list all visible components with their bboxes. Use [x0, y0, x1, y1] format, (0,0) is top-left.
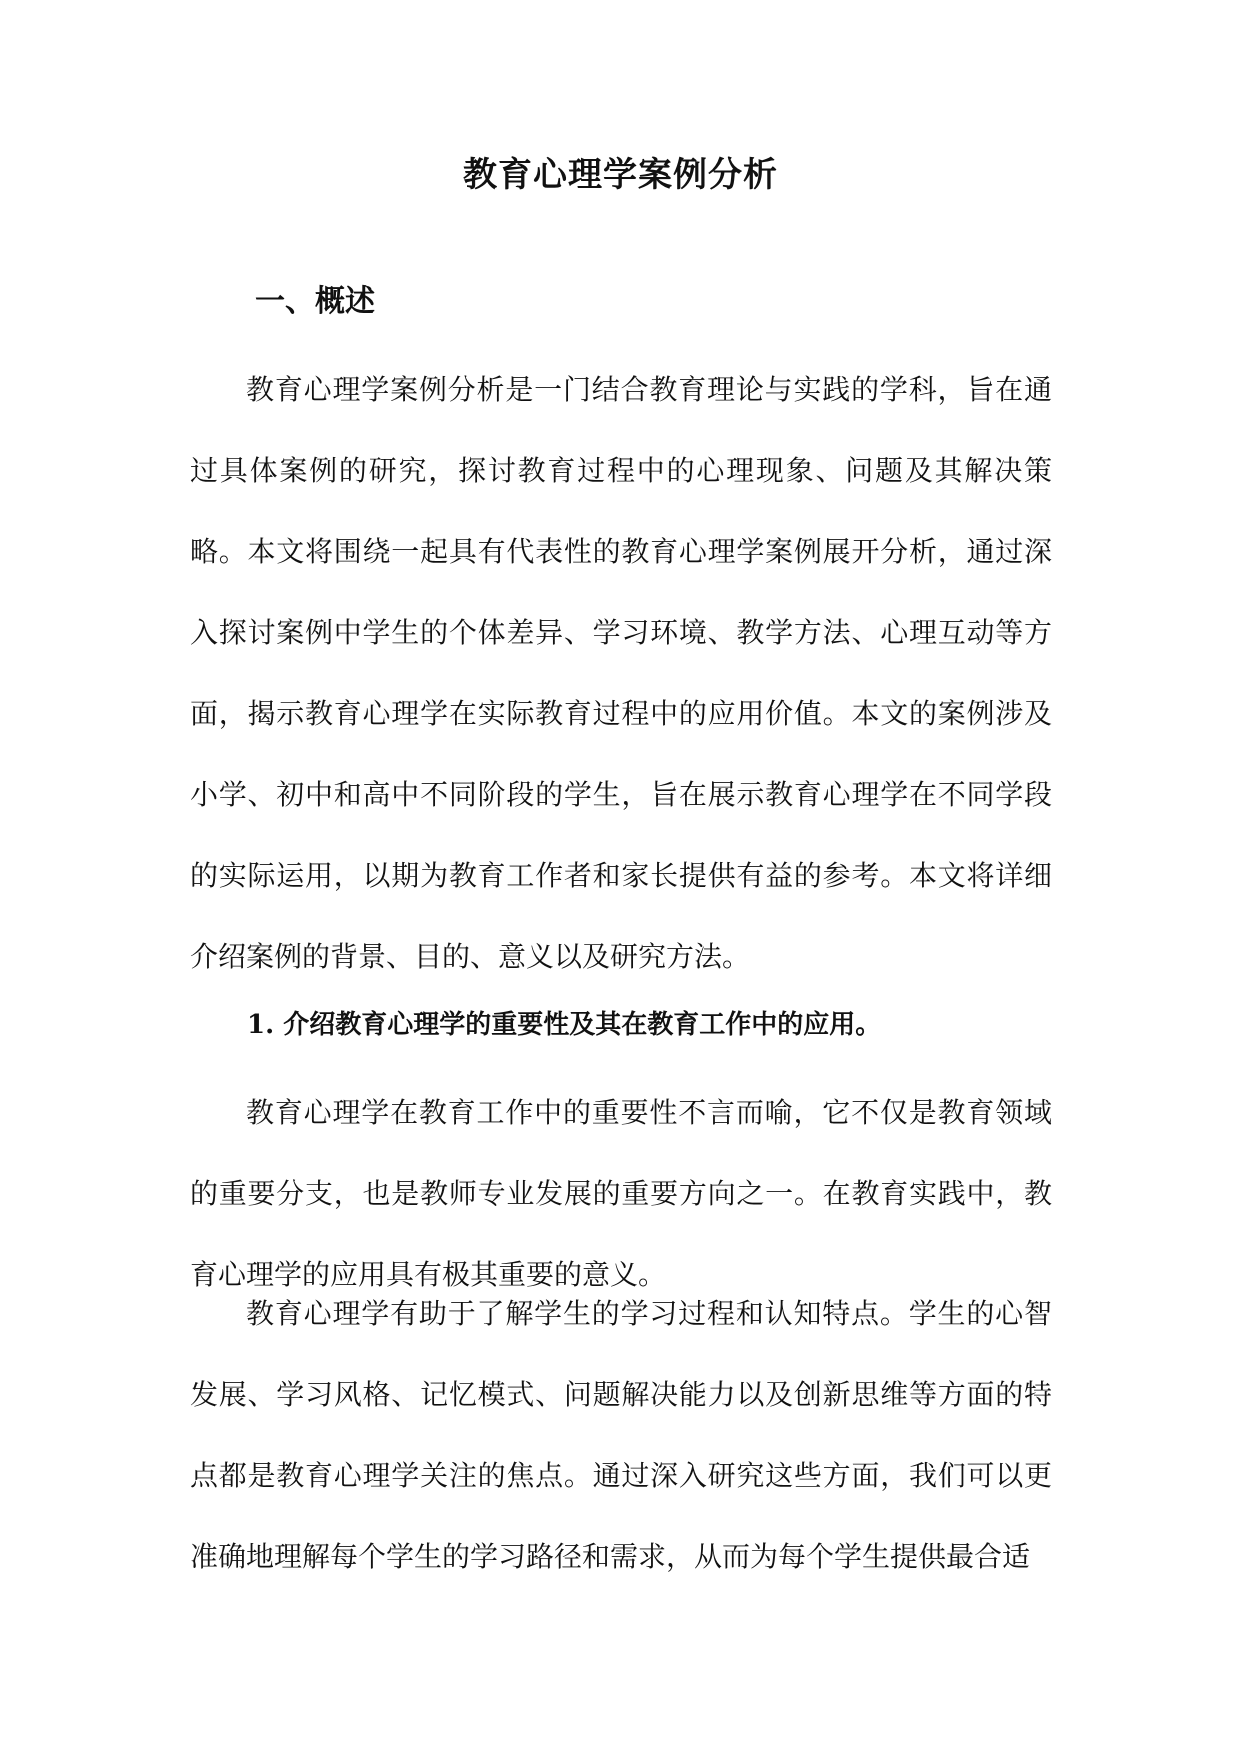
paragraph-importance: 教育心理学在教育工作中的重要性不言而喻，它不仅是教育领域的重要分支，也是教师专业发展的重要方向之一。在教育实践中，教育心理学的应用具有极其重要的意义。	[190, 1096, 1052, 1291]
document-title: 教育心理学案例分析	[463, 155, 778, 195]
subsection-heading-1: 1. 介绍教育心理学的重要性及其在教育工作中的应用。	[247, 1010, 882, 1040]
paragraph-overview: 教育心理学案例分析是一门结合教育理论与实践的学科，旨在通过具体案例的研究，探讨教育过程中的心理现象、问题及其解决策略。本文将围绕一起具有代表性的教育心理学案例展开分析，通过深入探讨案例中学生的个体差异、学习环境、教学方法、心理互动等方面，揭示教育心理学在实际教育过程中的应用价值。本文的案例涉及小学、初中和高中不同阶段的学生，旨在展示教育心理学在不同学段的实际运用，以期为教育工作者和家长提供有益的参考。本文将详细介绍案例的背景、目的、意义以及研究方法。	[190, 373, 1052, 973]
section-heading-overview: 一、概述	[255, 284, 375, 319]
paragraph-learning-process: 教育心理学有助于了解学生的学习过程和认知特点。学生的心智发展、学习风格、记忆模式、问题解决能力以及创新思维等方面的特点都是教育心理学关注的焦点。通过深入研究这些方面，我们可以更准确地理解每个学生的学习路径和需求，从而为每个学生提供最合适	[190, 1297, 1052, 1573]
